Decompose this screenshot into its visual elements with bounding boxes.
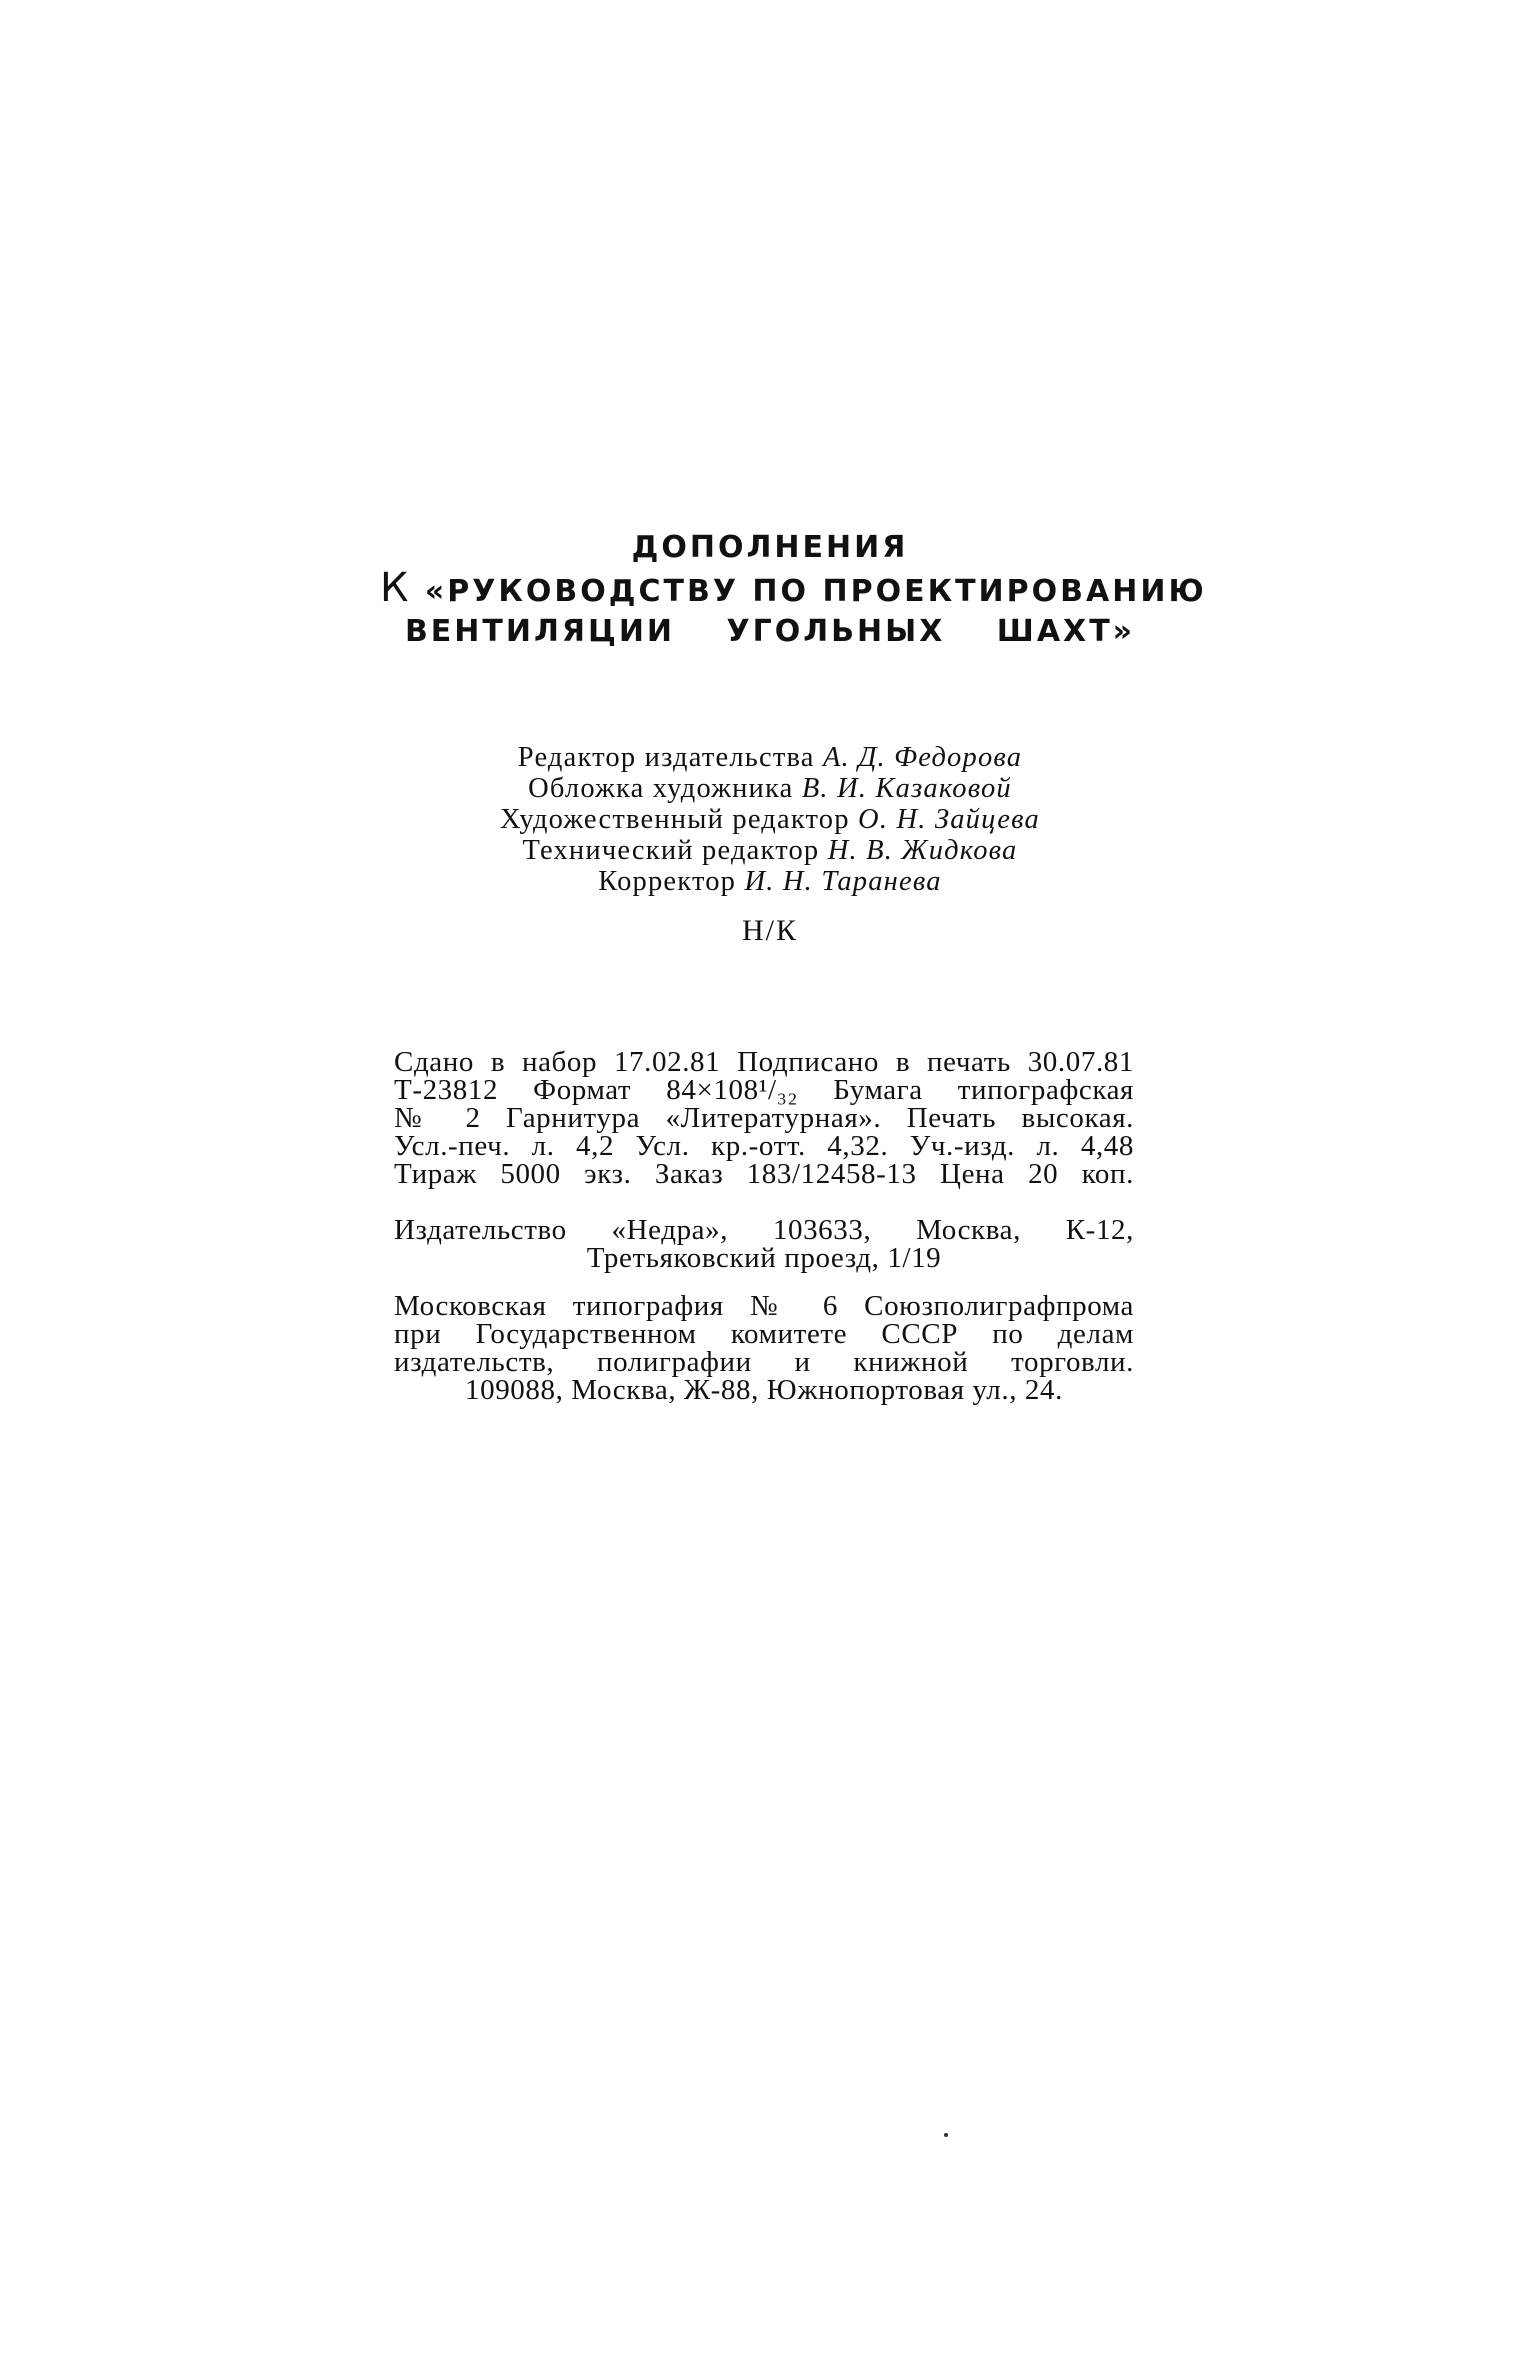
credit-role: Художественный редактор (500, 804, 850, 835)
credit-role: Редактор издательства (517, 742, 815, 773)
credits-list (430, 742, 1110, 897)
credit-row (430, 804, 1110, 835)
title-line-2-word-2: ПО (752, 574, 810, 609)
credit-row (430, 742, 1110, 773)
credit-person: О. Н. Зайцева (858, 804, 1040, 835)
printer-line: Московская типография № 6 Союзполиграфпрома (394, 1290, 1134, 1322)
imprint-line: Усл.-печ. л. 4,2 Усл. кр.-отт. 4,32. Уч.-изд. л. 4,48 (394, 1130, 1134, 1162)
publisher-line: Издательство «Недра», 103633, Москва, К-12, (394, 1214, 1134, 1246)
publisher-address: Третьяковский проезд, 1/19 (586, 1242, 942, 1274)
printer-address: 109088, Москва, Ж-88, Южнопортовая ул., 24. (465, 1374, 1063, 1406)
credit-person: Н. В. Жидкова (827, 835, 1018, 866)
credit-role: Технический редактор (522, 835, 820, 866)
book-title (380, 528, 1207, 652)
credit-role: Обложка художника (528, 773, 794, 804)
imprint-line: Сдано в набор 17.02.81 Подписано в печать 30.07.81 (394, 1046, 1134, 1078)
imprint-line: Тираж 5000 экз. Заказ 183/12458-13 Цена 20 коп. (394, 1158, 1134, 1190)
printer-line: издательств, полиграфии и книжной торговли. (394, 1346, 1134, 1378)
nk-mark: Н/К (741, 914, 798, 947)
printer-line: при Государственном комитете СССР по делам (394, 1318, 1134, 1350)
speck-mark (944, 2133, 948, 2137)
title-line-2 (380, 565, 1207, 612)
credit-person: В. И. Казаковой (801, 773, 1012, 804)
imprint-line: № 2 Гарнитура «Литературная». Печать высокая. (394, 1102, 1134, 1134)
credit-row (430, 773, 1110, 804)
title-line-2-word-3: ПРОЕКТИРОВАНИЮ (822, 574, 1207, 609)
credit-role: Корректор (598, 866, 737, 897)
imprint-block (394, 1048, 1134, 1404)
credit-row (430, 835, 1110, 866)
imprint-line: Т-23812 Формат 84×108¹/₃₂ Бумага типографская (394, 1074, 1134, 1106)
title-line-2-word-1: «РУКОВОДСТВУ (424, 574, 739, 609)
title-line-2-prefix: К (380, 565, 412, 611)
credit-row (430, 866, 1110, 897)
credit-person: И. Н. Таранева (744, 866, 942, 897)
credit-person: А. Д. Федорова (822, 742, 1023, 773)
title-line-1: ДОПОЛНЕНИЯ (631, 530, 909, 565)
title-line-3: ВЕНТИЛЯЦИИ УГОЛЬНЫХ ШАХТ» (404, 614, 1136, 649)
